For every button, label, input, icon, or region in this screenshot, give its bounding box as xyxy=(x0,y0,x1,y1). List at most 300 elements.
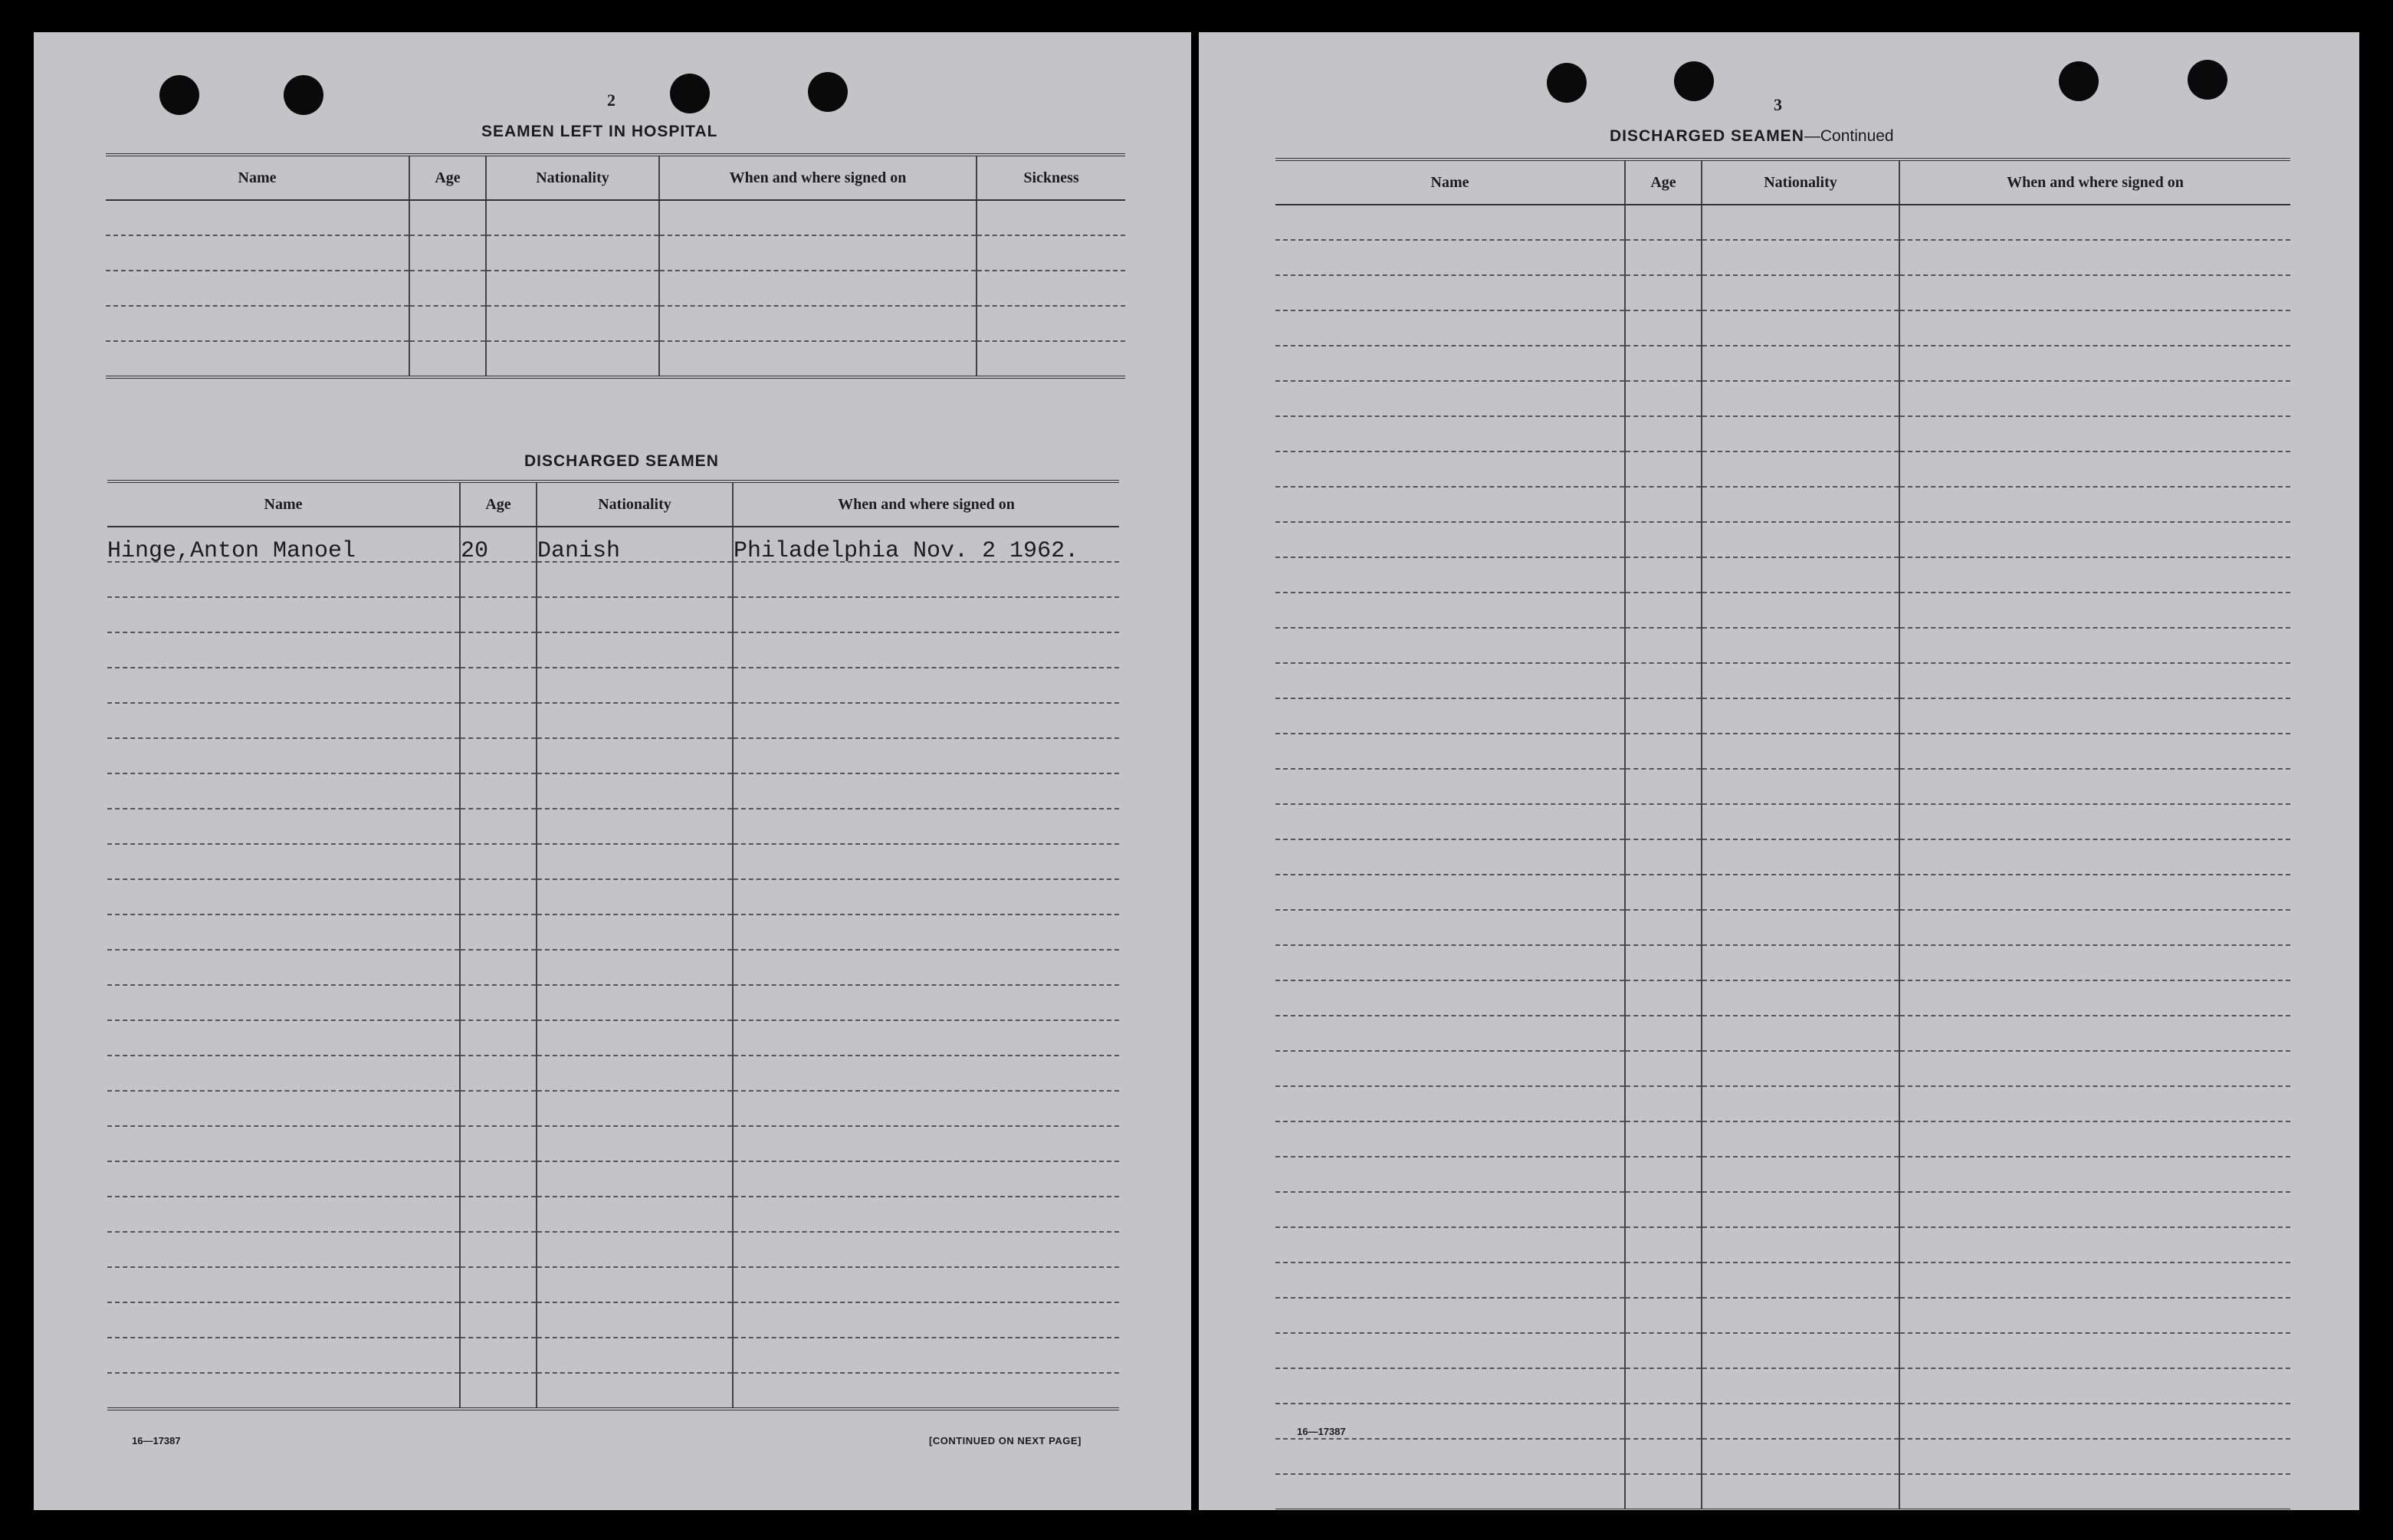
table-row xyxy=(1275,1439,2290,1474)
column-header-nationality: Nationality xyxy=(486,155,659,200)
cell-nationality xyxy=(1702,698,1899,734)
cell-name xyxy=(1275,1298,1625,1333)
cell-nationality xyxy=(1702,1227,1899,1263)
cell-name xyxy=(1275,451,1625,487)
cell-name xyxy=(107,1020,460,1056)
cell-nationality xyxy=(1702,839,1899,875)
cell-nationality xyxy=(1702,1121,1899,1157)
cell-age xyxy=(1625,275,1702,310)
cell-text: Philadelphia Nov. 2 1962. xyxy=(734,538,1079,564)
cell-signed-on xyxy=(1899,1474,2290,1510)
cell-nationality xyxy=(1702,1298,1899,1333)
cell-nationality xyxy=(1702,451,1899,487)
table-row xyxy=(1275,522,2290,557)
cell-age xyxy=(460,1020,537,1056)
cell-age xyxy=(1625,910,1702,945)
cell-nationality xyxy=(1702,1157,1899,1192)
cell-signed-on xyxy=(659,200,977,235)
cell-signed-on xyxy=(733,1020,1119,1056)
table-row xyxy=(107,844,1119,879)
cell-signed-on xyxy=(1899,557,2290,593)
column-header-signed-on: When and where signed on xyxy=(733,481,1119,527)
cell-age xyxy=(460,950,537,985)
cell-age xyxy=(460,703,537,738)
cell-age xyxy=(1625,980,1702,1016)
cell-name xyxy=(1275,698,1625,734)
cell-nationality xyxy=(1702,980,1899,1016)
table-row xyxy=(107,1091,1119,1126)
cell-age xyxy=(460,668,537,703)
cell-age xyxy=(460,844,537,879)
cell-age xyxy=(460,597,537,632)
cell-age xyxy=(1625,416,1702,451)
table-row xyxy=(106,306,1125,341)
cell-age xyxy=(1625,381,1702,416)
cell-age xyxy=(460,1302,537,1338)
cell-nationality xyxy=(1702,1051,1899,1086)
cell-nationality xyxy=(537,985,733,1020)
cell-nationality xyxy=(1702,663,1899,698)
cell-signed-on xyxy=(1899,522,2290,557)
column-header-nationality: Nationality xyxy=(537,481,733,527)
cell-signed-on xyxy=(733,844,1119,879)
cell-age xyxy=(1625,1086,1702,1121)
cell-signed-on xyxy=(659,306,977,341)
table-row xyxy=(1275,663,2290,698)
cell-signed-on xyxy=(1899,804,2290,839)
cell-name xyxy=(1275,1157,1625,1192)
cell-nationality xyxy=(1702,487,1899,522)
form-number: 16—17387 xyxy=(1297,1426,1346,1437)
cell-nationality xyxy=(537,632,733,668)
cell-signed-on xyxy=(1899,1227,2290,1263)
cell-signed-on xyxy=(1899,1263,2290,1298)
cell-name xyxy=(106,341,409,377)
cell-age xyxy=(460,985,537,1020)
cell-signed-on xyxy=(733,1232,1119,1267)
table-row xyxy=(1275,1474,2290,1510)
cell-age xyxy=(1625,1404,1702,1439)
cell-name xyxy=(1275,875,1625,910)
cell-age xyxy=(1625,945,1702,980)
cell-name xyxy=(1275,734,1625,769)
punch-hole xyxy=(2059,61,2099,101)
cell-signed-on xyxy=(1899,1404,2290,1439)
right-page xyxy=(1199,32,2359,1510)
cell-nationality xyxy=(1702,804,1899,839)
table-row xyxy=(107,668,1119,703)
table-row xyxy=(107,1161,1119,1197)
cell-signed-on xyxy=(1899,945,2290,980)
cell-name xyxy=(107,1302,460,1338)
table-row xyxy=(1275,1333,2290,1368)
cell-age xyxy=(1625,1333,1702,1368)
cell-name xyxy=(1275,310,1625,346)
cell-signed-on xyxy=(733,773,1119,809)
cell-name xyxy=(107,985,460,1020)
cell-nationality xyxy=(1702,310,1899,346)
cell-signed-on xyxy=(659,271,977,306)
cell-nationality xyxy=(537,668,733,703)
cell-signed-on xyxy=(1899,1157,2290,1192)
cell-name xyxy=(107,562,460,597)
cell-signed-on xyxy=(1899,910,2290,945)
cell-nationality xyxy=(537,1197,733,1232)
cell-signed-on xyxy=(733,1197,1119,1232)
cell-signed-on xyxy=(1899,1086,2290,1121)
cell-signed-on xyxy=(733,1091,1119,1126)
cell-sickness xyxy=(977,235,1125,271)
cell-nationality xyxy=(1702,875,1899,910)
table-row xyxy=(1275,593,2290,628)
cell-name xyxy=(107,738,460,773)
hospital-table xyxy=(106,153,1125,379)
cell-age xyxy=(1625,1016,1702,1051)
discharged-table-body xyxy=(107,527,1119,1409)
cell-sickness xyxy=(977,200,1125,235)
cell-sickness xyxy=(977,306,1125,341)
table-row xyxy=(107,914,1119,950)
cell-name xyxy=(107,844,460,879)
cell-age xyxy=(1625,1474,1702,1510)
cell-age xyxy=(1625,1192,1702,1227)
table-row xyxy=(1275,416,2290,451)
table-row xyxy=(1275,1016,2290,1051)
punch-hole xyxy=(284,75,323,115)
cell-nationality xyxy=(1702,381,1899,416)
cell-age xyxy=(1625,734,1702,769)
table-row xyxy=(107,950,1119,985)
table-row xyxy=(106,235,1125,271)
cell-name xyxy=(107,879,460,914)
cell-nationality xyxy=(1702,1086,1899,1121)
table-row xyxy=(1275,628,2290,663)
cell-age xyxy=(1625,310,1702,346)
cell-name xyxy=(107,1232,460,1267)
punch-hole xyxy=(670,74,710,113)
column-header-signed-on: When and where signed on xyxy=(1899,159,2290,205)
cell-nationality xyxy=(537,1373,733,1409)
cell-signed-on xyxy=(1899,734,2290,769)
cell-signed-on xyxy=(733,1056,1119,1091)
table-row xyxy=(107,597,1119,632)
table-row xyxy=(107,1056,1119,1091)
cell-signed-on xyxy=(1899,980,2290,1016)
table-row xyxy=(1275,839,2290,875)
cell-nationality xyxy=(486,235,659,271)
cell-signed-on xyxy=(1899,1368,2290,1404)
cell-name xyxy=(1275,1439,1625,1474)
discharged-table xyxy=(107,480,1119,1410)
cell-nationality xyxy=(537,1232,733,1267)
cell-name xyxy=(107,1197,460,1232)
cell-name xyxy=(1275,205,1625,240)
table-row xyxy=(1275,875,2290,910)
cell-age xyxy=(460,1373,537,1409)
cell-nationality xyxy=(1702,593,1899,628)
hospital-section-title: SEAMEN LEFT IN HOSPITAL xyxy=(481,123,718,140)
cell-name xyxy=(107,1126,460,1161)
table-header-row xyxy=(107,481,1119,527)
cell-name xyxy=(106,200,409,235)
cell-nationality xyxy=(1702,1263,1899,1298)
cell-nationality xyxy=(537,773,733,809)
cell-signed-on xyxy=(733,809,1119,844)
page-number: 3 xyxy=(1774,95,1782,114)
table-row xyxy=(1275,451,2290,487)
cell-age xyxy=(460,1161,537,1197)
cell-nationality xyxy=(1702,910,1899,945)
punch-hole xyxy=(808,72,848,112)
cell-nationality xyxy=(537,950,733,985)
page-number: 2 xyxy=(607,90,615,110)
cell-signed-on xyxy=(1899,628,2290,663)
cell-nationality xyxy=(1702,557,1899,593)
table-row xyxy=(106,341,1125,377)
cell-name xyxy=(1275,487,1625,522)
cell-name xyxy=(1275,1333,1625,1368)
cell-age xyxy=(460,879,537,914)
cell-name xyxy=(107,703,460,738)
table-row xyxy=(1275,1157,2290,1192)
table-row xyxy=(107,632,1119,668)
cell-name xyxy=(1275,1474,1625,1510)
cell-signed-on xyxy=(1899,698,2290,734)
cell-signed-on xyxy=(659,235,977,271)
cell-name xyxy=(1275,593,1625,628)
cell-name xyxy=(1275,839,1625,875)
cell-signed-on xyxy=(1899,1439,2290,1474)
cell-age xyxy=(1625,698,1702,734)
table-row xyxy=(1275,804,2290,839)
cell-signed-on xyxy=(1899,593,2290,628)
cell-age xyxy=(1625,1157,1702,1192)
table-row xyxy=(107,879,1119,914)
cell-name xyxy=(1275,769,1625,804)
cell-signed-on xyxy=(733,1126,1119,1161)
cell-signed-on xyxy=(1899,205,2290,240)
cell-name xyxy=(1275,381,1625,416)
cell-nationality xyxy=(537,738,733,773)
cell-name xyxy=(107,632,460,668)
cell-signed-on xyxy=(1899,1333,2290,1368)
cell-signed-on xyxy=(1899,1121,2290,1157)
table-row xyxy=(106,200,1125,235)
table-row xyxy=(107,1373,1119,1409)
column-header-signed-on: When and where signed on xyxy=(659,155,977,200)
table-row xyxy=(107,738,1119,773)
cell-nationality xyxy=(1702,416,1899,451)
cell-age xyxy=(409,306,486,341)
cell-name xyxy=(1275,804,1625,839)
table-row xyxy=(107,1020,1119,1056)
cell-age xyxy=(1625,1121,1702,1157)
cell-nationality xyxy=(537,1020,733,1056)
cell-age xyxy=(1625,663,1702,698)
cell-age xyxy=(409,271,486,306)
cell-age xyxy=(460,632,537,668)
column-header-sickness: Sickness xyxy=(977,155,1125,200)
table-row xyxy=(1275,910,2290,945)
cell-nationality xyxy=(486,306,659,341)
table-row xyxy=(1275,205,2290,240)
cell-name xyxy=(107,1373,460,1409)
cell-age xyxy=(460,773,537,809)
cell-nationality xyxy=(486,341,659,377)
cell-name xyxy=(1275,1121,1625,1157)
punch-hole xyxy=(1674,61,1714,101)
cell-nationality xyxy=(537,1161,733,1197)
discharged-section-title: DISCHARGED SEAMEN xyxy=(524,452,719,470)
discharged-continued-table-body xyxy=(1275,205,2290,1510)
cell-signed-on xyxy=(733,703,1119,738)
table-row xyxy=(107,1232,1119,1267)
cell-signed-on xyxy=(1899,875,2290,910)
cell-signed-on xyxy=(733,950,1119,985)
table-row xyxy=(1275,1051,2290,1086)
cell-age xyxy=(1625,1227,1702,1263)
cell-name xyxy=(1275,980,1625,1016)
cell-nationality xyxy=(537,597,733,632)
cell-signed-on xyxy=(733,1373,1119,1409)
cell-text: Hinge,Anton Manoel xyxy=(107,538,356,564)
cell-age xyxy=(1625,875,1702,910)
cell-signed-on xyxy=(1899,1051,2290,1086)
cell-age xyxy=(460,1232,537,1267)
cell-name xyxy=(106,235,409,271)
cell-age xyxy=(1625,1368,1702,1404)
column-header-age: Age xyxy=(460,481,537,527)
table-row xyxy=(1275,487,2290,522)
cell-age xyxy=(1625,451,1702,487)
table-row xyxy=(107,809,1119,844)
cell-name xyxy=(107,914,460,950)
table-row xyxy=(1275,1263,2290,1298)
cell-age xyxy=(460,1338,537,1373)
cell-sickness xyxy=(977,271,1125,306)
table-header-row xyxy=(106,155,1125,200)
cell-sickness xyxy=(977,341,1125,377)
table-row xyxy=(1275,346,2290,381)
cell-nationality xyxy=(537,562,733,597)
cell-signed-on xyxy=(1899,346,2290,381)
cell-age xyxy=(1625,593,1702,628)
cell-nationality xyxy=(1702,1333,1899,1368)
cell-age xyxy=(460,527,537,562)
cell-name xyxy=(107,1338,460,1373)
cell-nationality xyxy=(537,1267,733,1302)
cell-age xyxy=(460,1091,537,1126)
table-row xyxy=(1275,1404,2290,1439)
cell-name xyxy=(1275,557,1625,593)
cell-nationality xyxy=(1702,945,1899,980)
table-row xyxy=(107,703,1119,738)
punch-hole xyxy=(2188,60,2227,100)
cell-age xyxy=(409,200,486,235)
cell-signed-on xyxy=(733,1302,1119,1338)
cell-name xyxy=(1275,1016,1625,1051)
cell-name xyxy=(107,1056,460,1091)
table-row xyxy=(107,1197,1119,1232)
continued-suffix: —Continued xyxy=(1804,127,1894,145)
table-row xyxy=(1275,980,2290,1016)
cell-age xyxy=(460,1126,537,1161)
cell-age xyxy=(460,1267,537,1302)
table-row xyxy=(1275,240,2290,275)
cell-nationality xyxy=(537,879,733,914)
table-row xyxy=(1275,1121,2290,1157)
cell-signed-on xyxy=(733,914,1119,950)
punch-hole xyxy=(1547,63,1587,103)
cell-name xyxy=(1275,1051,1625,1086)
table-row xyxy=(1275,734,2290,769)
cell-nationality xyxy=(537,1091,733,1126)
cell-signed-on xyxy=(659,341,977,377)
table-row xyxy=(107,773,1119,809)
table-row xyxy=(1275,1298,2290,1333)
cell-nationality xyxy=(1702,240,1899,275)
cell-age xyxy=(1625,240,1702,275)
cell-name xyxy=(1275,1263,1625,1298)
cell-signed-on xyxy=(1899,310,2290,346)
cell-age xyxy=(1625,1439,1702,1474)
cell-name xyxy=(1275,416,1625,451)
table-row xyxy=(1275,769,2290,804)
cell-name xyxy=(1275,1368,1625,1404)
cell-name xyxy=(1275,910,1625,945)
cell-name xyxy=(1275,663,1625,698)
cell-age xyxy=(1625,522,1702,557)
cell-name xyxy=(107,809,460,844)
cell-signed-on xyxy=(733,1338,1119,1373)
cell-nationality xyxy=(537,1126,733,1161)
table-row xyxy=(107,1126,1119,1161)
table-header-row xyxy=(1275,159,2290,205)
hospital-table-body xyxy=(106,200,1125,377)
table-row xyxy=(1275,381,2290,416)
cell-signed-on xyxy=(1899,839,2290,875)
cell-nationality xyxy=(1702,205,1899,240)
cell-nationality xyxy=(486,271,659,306)
cell-signed-on xyxy=(1899,381,2290,416)
cell-nationality xyxy=(1702,1439,1899,1474)
cell-signed-on xyxy=(1899,769,2290,804)
cell-nationality xyxy=(537,844,733,879)
discharged-continued-title-text: DISCHARGED SEAMEN xyxy=(1610,127,1804,145)
cell-signed-on xyxy=(733,738,1119,773)
form-number: 16—17387 xyxy=(132,1435,181,1446)
cell-name xyxy=(1275,240,1625,275)
cell-text: 20 xyxy=(461,538,489,564)
table-row xyxy=(1275,1086,2290,1121)
cell-signed-on xyxy=(733,985,1119,1020)
table-row xyxy=(107,562,1119,597)
cell-nationality xyxy=(1702,769,1899,804)
cell-name xyxy=(1275,945,1625,980)
cell-nationality xyxy=(537,1056,733,1091)
cell-name xyxy=(107,950,460,985)
cell-name xyxy=(107,1267,460,1302)
left-page xyxy=(34,32,1191,1510)
cell-nationality xyxy=(1702,1474,1899,1510)
cell-name xyxy=(1275,1227,1625,1263)
cell-age xyxy=(1625,628,1702,663)
cell-nationality xyxy=(537,1338,733,1373)
cell-age xyxy=(1625,1298,1702,1333)
table-row xyxy=(1275,1227,2290,1263)
cell-nationality xyxy=(1702,1016,1899,1051)
cell-name xyxy=(107,527,460,562)
